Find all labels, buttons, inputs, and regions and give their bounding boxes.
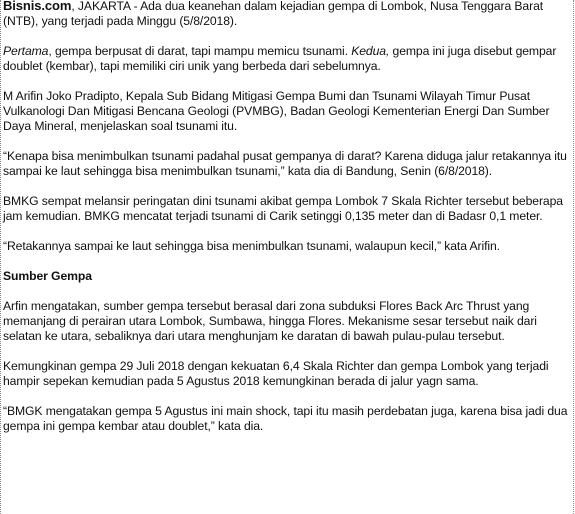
paragraph-bmkg-warning: BMKG sempat melansir peringatan dini tsunami akibat gempa Lombok 7 Skala Richter tersebut beberapa jam kemudian. BMKG mencatat terjadi tsunami di Carik setinggi 0,135 meter dan di Badasr 0,1 meter.: [3, 194, 563, 223]
paragraph-quote-retakan: “Retakannya sampai ke laut sehingga bisa menimbulkan tsunami, walaupun kecil,” kata Arifin.: [3, 239, 500, 253]
section-heading: Sumber Gempa: [3, 269, 92, 283]
paragraph-quote-bmgk: “BMGK mengatakan gempa 5 Agustus ini main shock, tapi itu masih perdebatan juga, karena bisa jadi dua gempa ini gempa kembar atau doublet,” kata dia.: [3, 404, 568, 433]
pertama-label: Pertama: [3, 44, 49, 58]
lead-paragraph: [3, 0, 571, 29]
kedua-label: Kedua,: [351, 44, 390, 58]
kedua-text: gempa ini juga disebut gempar doublet (kembar), tapi memiliki ciri unik yang berbeda dari sebelumnya.: [3, 44, 557, 73]
pertama-text: , gempa berpusat di darat, tapi mampu memicu tsunami.: [48, 44, 352, 58]
paragraph-sumber-gempa: Arfin mengatakan, sumber gempa tersebut berasal dari zona subduksi Flores Back Arc Thrust yang memanjang di perairan utara Lombok, Sumbawa, hingga Flores. Mekanisme sesar tersebut naik dari selatan ke utara, sebaliknya dari utara menghunjam ke daratan di bawah pulau-pulau tersebut.: [3, 299, 537, 343]
paragraph-quote-tsunami: “Kenapa bisa menimbulkan tsunami padahal pusat gempanya di darat? Karena diduga jalur retakannya itu sampai ke laut sehingga bisa menimbulkan tsunami,” kata dia di Bandung, Senin (6/8/2018).: [3, 149, 567, 178]
paragraph-arifin-intro: M Arifin Joko Pradipto, Kepala Sub Bidang Mitigasi Gempa Bumi dan Tsunami Wilayah Timur Pusat Vulkanologi Dan Mitigasi Bencana Geologi (PVMBG), Badan Geologi Kementerian Energi Dan Sumber Daya Mineral, menjelaskan soal tsunami itu.: [3, 89, 550, 133]
paragraph-kemungkinan: Kemungkinan gempa 29 Juli 2018 dengan kekuatan 6,4 Skala Richter dan gempa Lombok yang terjadi hampir sepekan kemudian pada 5 Agustus 2018 kemungkinan berada di jalur yagn sama.: [3, 359, 549, 388]
site-name: Bisnis.com: [3, 0, 72, 13]
lead-text: , JAKARTA - Ada dua keanehan dalam kejadian gempa di Lombok, Nusa Tenggara Barat (NTB), yang terjadi pada Minggu (5/8/2018).: [3, 0, 544, 28]
paragraph-pertama-kedua: [3, 44, 571, 74]
